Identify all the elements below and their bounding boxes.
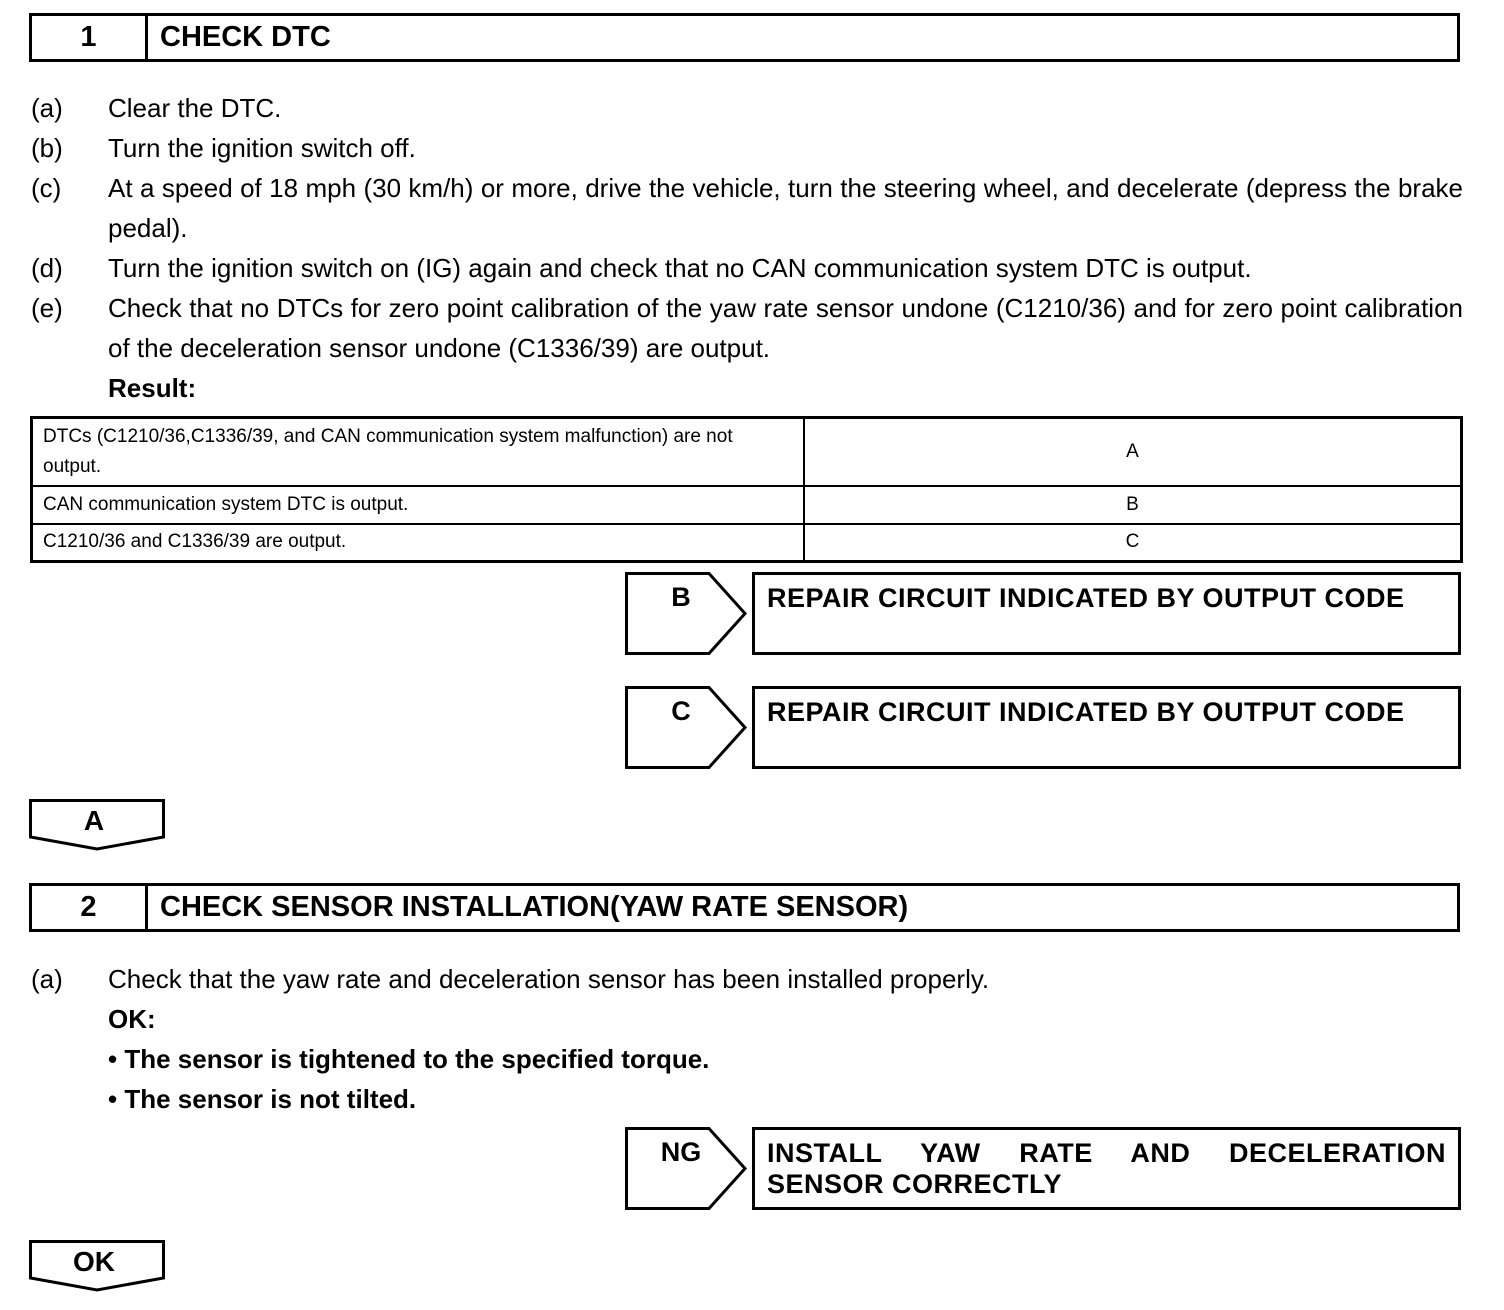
procedure-label: (e) <box>31 293 63 323</box>
procedure-item <box>31 168 1463 248</box>
table-row <box>32 524 1462 562</box>
procedure-label: (a) <box>31 93 63 123</box>
step1-procedure-list <box>31 88 1463 368</box>
branch-action-ng: INSTALL YAW RATE AND DECELERATION SENSOR CORRECTLY <box>752 1127 1461 1210</box>
procedure-text: Clear the DTC. <box>108 93 282 123</box>
step2-procedure-list <box>31 959 1463 999</box>
result-code: A <box>804 418 1462 486</box>
procedure-item <box>31 248 1463 288</box>
procedure-item <box>31 128 1463 168</box>
procedure-item <box>31 959 1463 999</box>
result-heading: Result: <box>108 373 197 403</box>
procedure-text: Check that no DTCs for zero point calibration of the yaw rate sensor undone (C1210/36) and for zero point calibration of the deceleration sensor undone (C1336/39) are output. <box>108 293 1463 363</box>
procedure-text: Turn the ignition switch on (IG) again and check that no CAN communication system DTC is output. <box>108 253 1252 283</box>
step1-number: 1 <box>32 16 148 59</box>
procedure-label: (d) <box>31 253 63 283</box>
branch-tag-c <box>625 686 747 769</box>
result-condition: C1210/36 and C1336/39 are output. <box>32 524 805 562</box>
next-tag-a <box>29 799 165 851</box>
result-table <box>30 416 1463 563</box>
ok-heading: OK: <box>108 1004 156 1034</box>
step2-number: 2 <box>32 886 148 929</box>
procedure-label: (a) <box>31 964 63 994</box>
ok-criterion: • The sensor is not tilted. <box>108 1084 417 1114</box>
branch-action-b: REPAIR CIRCUIT INDICATED BY OUTPUT CODE <box>752 572 1461 655</box>
procedure-text: Check that the yaw rate and deceleration sensor has been installed properly. <box>108 964 990 994</box>
next-tag-ok <box>29 1240 165 1292</box>
ok-criterion: • The sensor is tightened to the specified torque. <box>108 1044 710 1074</box>
branch-tag-b <box>625 572 747 655</box>
step2-title: CHECK SENSOR INSTALLATION(YAW RATE SENSOR) <box>160 891 909 923</box>
result-code: B <box>804 486 1462 524</box>
branch-action-c: REPAIR CIRCUIT INDICATED BY OUTPUT CODE <box>752 686 1461 769</box>
next-tag-label: OK <box>73 1246 115 1277</box>
procedure-item <box>31 88 1463 128</box>
procedure-text: At a speed of 18 mph (30 km/h) or more, drive the vehicle, turn the steering wheel, and decelerate (depress the brake pedal). <box>108 173 1463 243</box>
branch-tag-label: NG <box>660 1137 702 1167</box>
procedure-label: (b) <box>31 133 63 163</box>
result-condition: CAN communication system DTC is output. <box>32 486 805 524</box>
procedure-text: Turn the ignition switch off. <box>108 133 416 163</box>
result-code: C <box>804 524 1462 562</box>
branch-tag-ng <box>625 1127 747 1210</box>
branch-tag-label: C <box>671 696 691 726</box>
procedure-label: (c) <box>31 173 62 203</box>
table-row <box>32 418 1462 486</box>
procedure-item <box>31 288 1463 368</box>
result-condition: DTCs (C1210/36,C1336/39, and CAN communication system malfunction) are not output. <box>32 418 805 486</box>
step2-header <box>29 883 1460 932</box>
branch-tag-label: B <box>671 582 691 612</box>
step1-header <box>29 13 1460 62</box>
table-row <box>32 486 1462 524</box>
step1-title: CHECK DTC <box>160 21 331 53</box>
next-tag-label: A <box>83 805 105 836</box>
